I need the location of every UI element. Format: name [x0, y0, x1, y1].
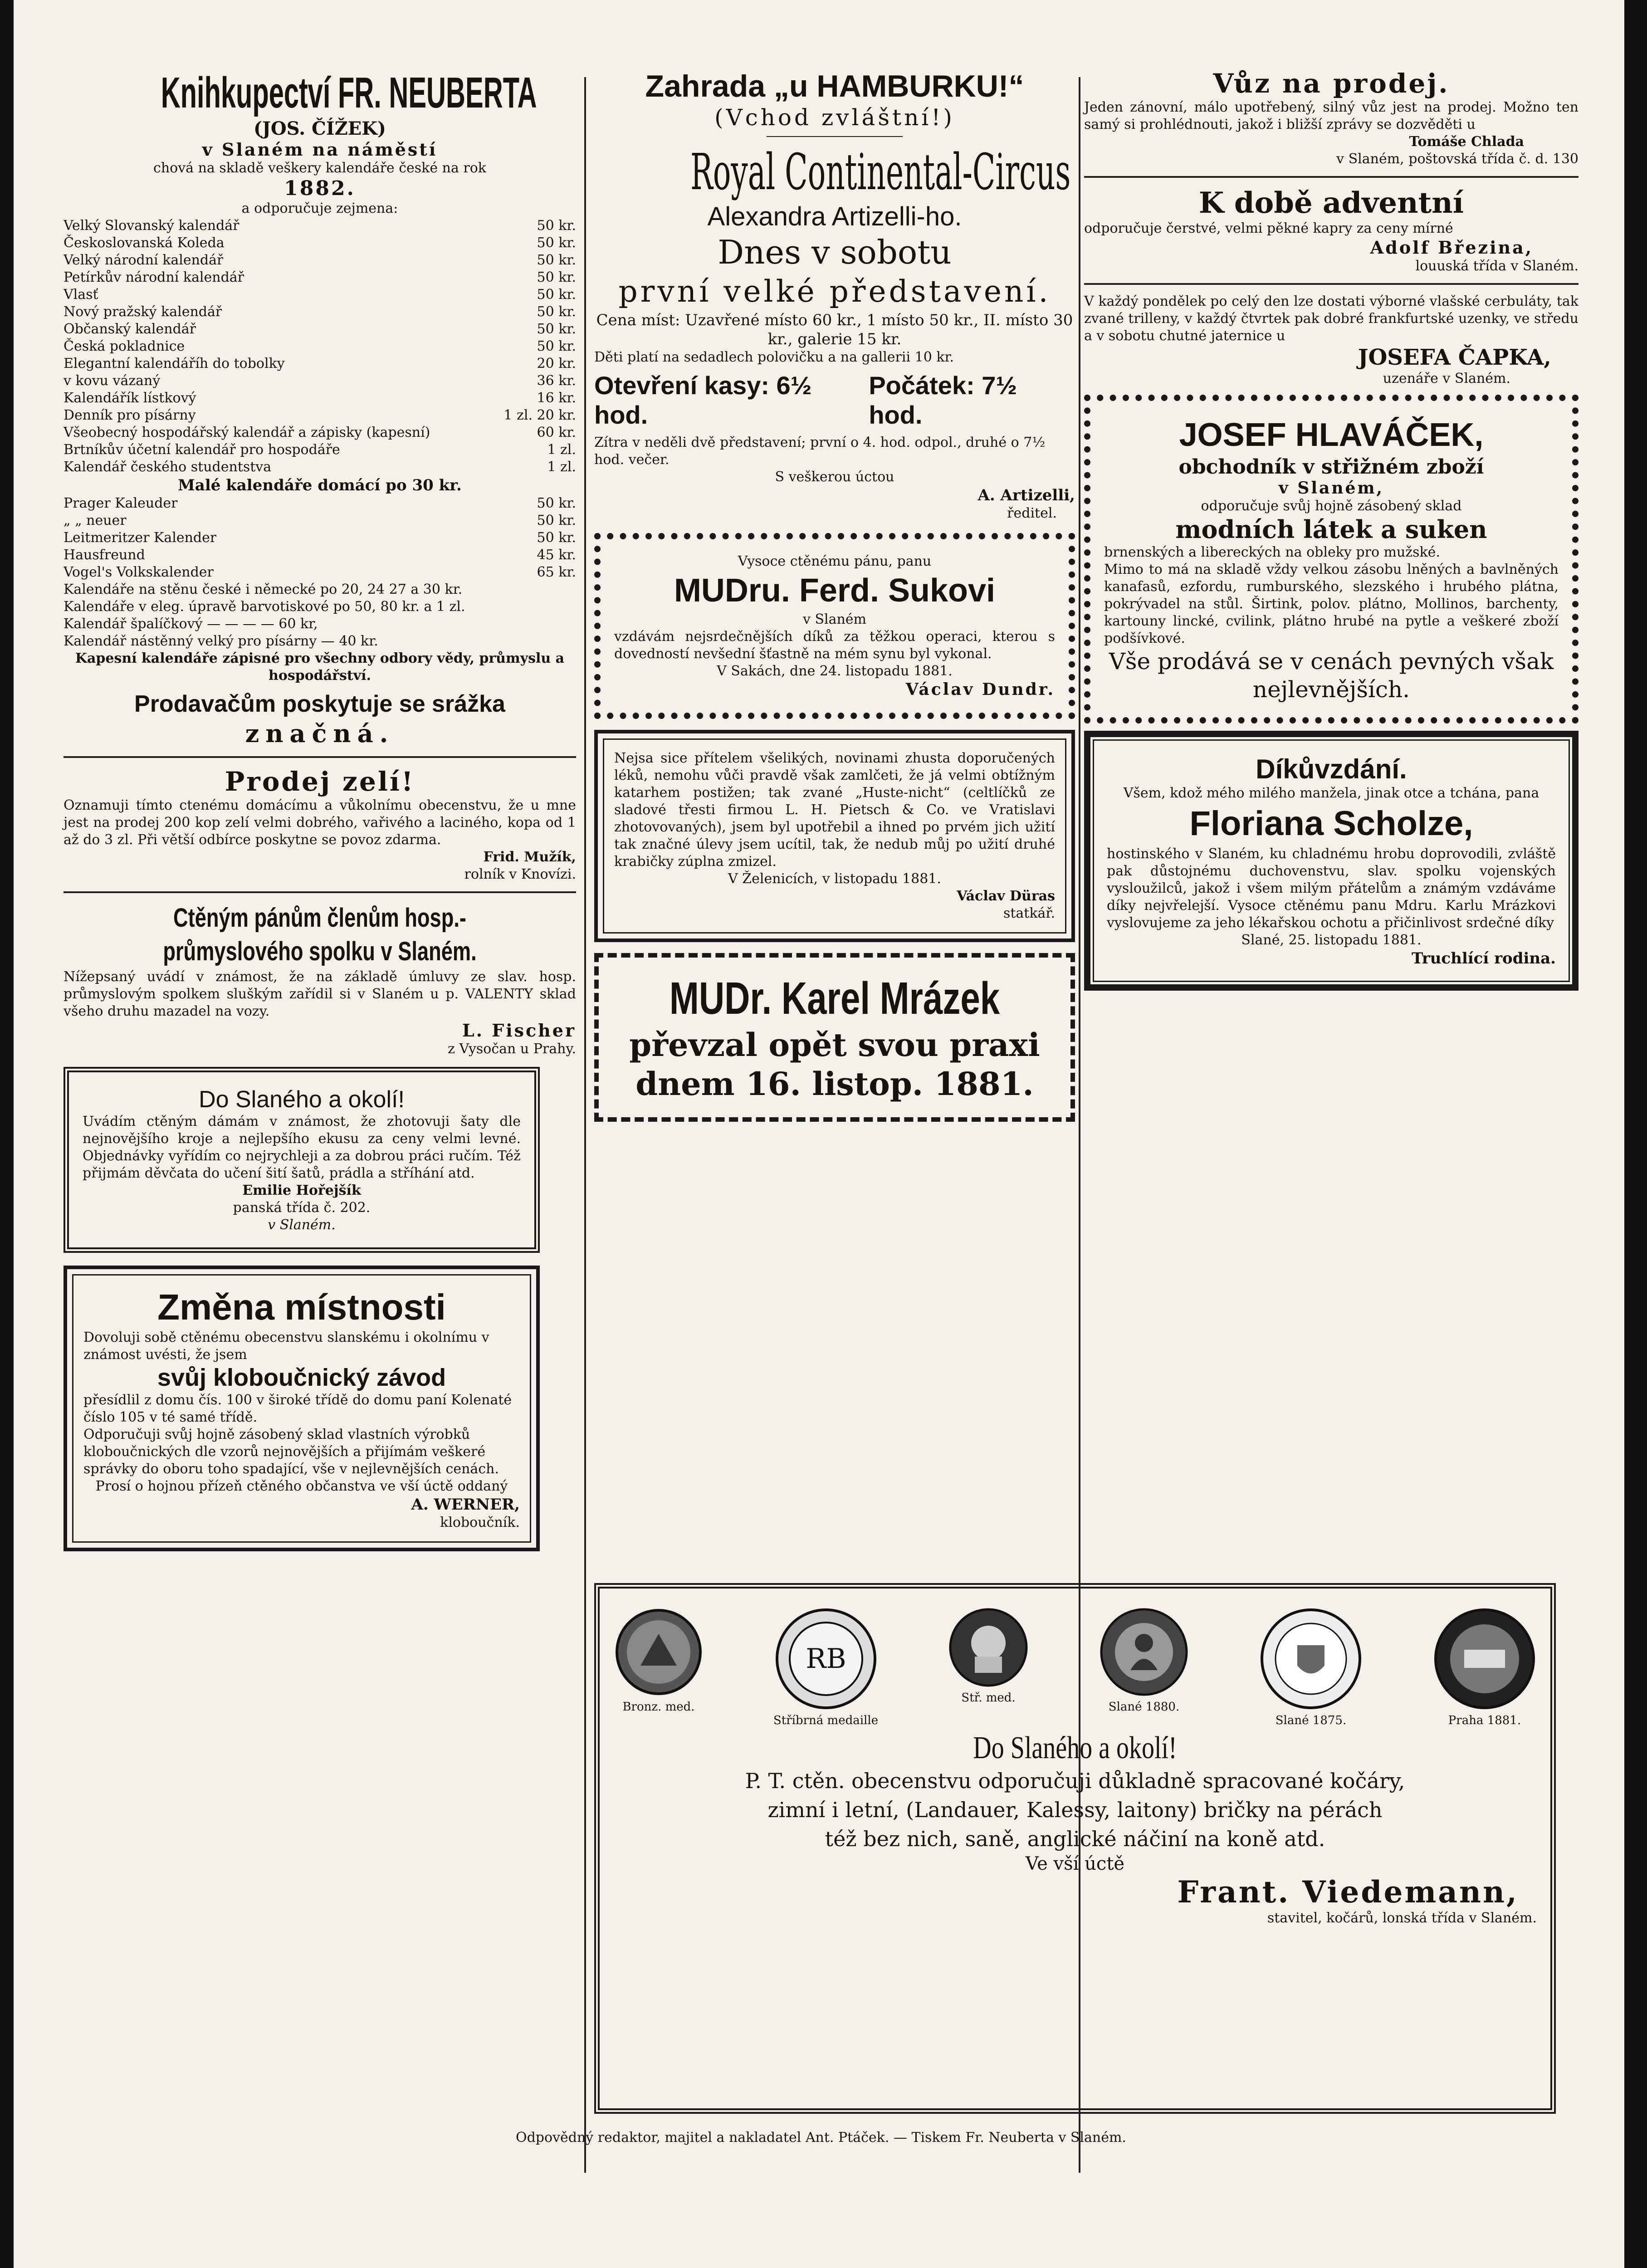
price-row-name: Českoslovanská Koleda	[64, 235, 225, 251]
price-row	[64, 286, 576, 303]
newspaper-page	[64, 68, 1579, 2200]
separator	[1084, 176, 1579, 178]
advent-title: K době adventní	[1198, 186, 1464, 220]
medal-label: Slané 1880.	[1108, 1700, 1180, 1714]
mrazek-ad	[594, 953, 1075, 1122]
diky-ad	[1084, 731, 1579, 991]
price-row	[64, 321, 576, 338]
price-row-price: 50 kr.	[537, 495, 576, 511]
capek-text: V každý pondělek po celý den lze dostati výborné vlašské cerbuláty, tak zvané trilleny, v každý čtvrtek pak dobré frankfurtské uzenky, ve středu a v sobotu chutné jaternice u	[1084, 293, 1579, 344]
price-row	[64, 303, 576, 321]
capek-sign: JOSEFA ČAPKA,	[1358, 345, 1551, 370]
discount-word: značná.	[245, 719, 395, 748]
price-row-price: 45 kr.	[537, 547, 576, 563]
advent-place: louuská třída v Slaném.	[1415, 258, 1579, 274]
price-row-name: Vogel's Volkskalender	[64, 564, 214, 580]
circus-role: ředitel.	[1007, 505, 1057, 521]
right-dark-edge	[1624, 0, 1647, 2268]
price-row-price: 50 kr.	[537, 252, 576, 268]
advent-ad	[1084, 186, 1579, 275]
zmena-title: Změna místnosti	[157, 1287, 446, 1327]
separator	[64, 756, 576, 758]
slane-1875-medal	[1259, 1607, 1363, 1727]
zeli-text: Oznamuji tímto ctenému domácímu a vůkolnímu obecenstvu, že u mne jest na prodej 200 kop zelí velmi dobrého, vařivého a laciného, kopa od 1 až do 3 zl. Při větší odbírce poskytne se povoz zdarma.	[64, 797, 576, 848]
price-row-price: 16 kr.	[537, 390, 576, 406]
column-middle	[594, 68, 1075, 1122]
price-row	[64, 495, 576, 512]
elegant-calendars: Kalendáře v eleg. úpravě barvotiskové po 50, 80 kr. a 1 zl.	[64, 599, 465, 615]
price-row-name: Všeobecný hospodářský kalendář a zápisky (kapesní)	[64, 425, 430, 440]
circus-open: Otevření kasy: 6½ hod.	[594, 371, 812, 429]
price-row-price: 20 kr.	[537, 356, 576, 371]
circus-title: Royal Continental-Circus	[690, 143, 1071, 201]
hlavacek-rec: odporučuje svůj hojně zásobený sklad	[1201, 498, 1462, 514]
diky-date: Slané, 25. listopadu 1881.	[1241, 932, 1422, 948]
discount-head: Prodavačům poskytuje se srážka	[134, 691, 505, 717]
spolek-ad	[64, 901, 576, 1058]
wall-calendars: Kalendáře na stěnu české i německé po 20, 24 27 a 30 kr.	[64, 582, 463, 597]
medal-label: Stř. med.	[961, 1691, 1016, 1705]
medal-label: Slané 1875.	[1275, 1714, 1347, 1727]
price-row	[64, 512, 576, 529]
husten-date: V Želenicích, v listopadu 1881.	[728, 871, 941, 887]
spolek-title: Ctěným pánům členům hosp.-průmyslového spolku v Slaném.	[163, 903, 477, 966]
price-row-name: Velký Slovanský kalendář	[64, 218, 239, 234]
price-row	[64, 372, 576, 390]
bronze-medal-icon	[613, 1607, 704, 1697]
zeli-place: rolník v Knovízi.	[464, 866, 576, 882]
price-row	[64, 529, 576, 547]
price-row	[64, 269, 576, 286]
separator	[64, 891, 576, 893]
praha-medal-icon	[1432, 1607, 1537, 1711]
circus-owner: Alexandra Artizelli-ho.	[707, 202, 962, 231]
okoli-ad	[64, 1067, 540, 1253]
price-row-name: „ „ neuer	[64, 513, 127, 528]
column-right	[1084, 68, 1579, 991]
price-row-name: Velký národní kalendář	[64, 252, 224, 268]
price-row-price: 36 kr.	[537, 373, 576, 389]
zeli-sign: Frid. Mužík,	[483, 849, 576, 865]
viedemann-text1: P. T. ctěn. obecenstvu odporučuji důkladně spracované kočáry,	[745, 1769, 1405, 1793]
medal-row	[613, 1607, 1537, 1727]
price-row	[64, 338, 576, 355]
zahrada-sub: (Vchod zvláštní!)	[714, 104, 955, 131]
medal-label: Praha 1881.	[1448, 1714, 1521, 1727]
price-row-price: 1 zl.	[547, 459, 576, 475]
vuz-title: Vůz na prodej.	[1213, 68, 1450, 99]
circus-times	[594, 371, 1075, 430]
pocket-calendars: Kapesní kalendáře zápisné pro všechny odbory vědy, průmyslu a hospodářství.	[75, 650, 565, 684]
price-row-name: Leitmeritzer Kalender	[64, 530, 217, 546]
sukovi-sign: Václav Dundr.	[905, 680, 1055, 699]
advent-text: odporučuje čerstvé, velmi pěkné kapry za ceny mírné	[1084, 220, 1453, 236]
viedemann-role: stavitel, kočárů, lonská třída v Slaném.	[1267, 1910, 1537, 1926]
diky-sign: Truchlící rodina.	[1411, 949, 1556, 968]
neubert-title: Knihkupectví FR. NEUBERTA	[161, 68, 537, 117]
price-row-price: 60 kr.	[537, 425, 576, 440]
medal-label: Stříbrná medaille	[773, 1714, 879, 1727]
price-row	[64, 424, 576, 441]
silver-medal	[773, 1607, 878, 1727]
husten-sign: Václav Düras	[957, 888, 1055, 904]
price-row-name: Brtníkův účetní kalendář pro hospodáře	[64, 442, 340, 458]
circus-ad	[594, 68, 1075, 522]
viedemann-sign: Frant. Viedemann,	[1177, 1874, 1519, 1910]
price-row-price: 1 zl.	[547, 442, 576, 458]
medal-label: Bronz. med.	[622, 1700, 695, 1714]
circus-sign: A. Artizelli,	[977, 486, 1075, 504]
german-calendar-list	[64, 495, 576, 581]
circus-prices: Cena míst: Uzavřené místo 60 kr., 1 místo 50 kr., II. místo 30 kr., galerie 15 kr.	[596, 311, 1073, 348]
price-row-name: Prager Kaleuder	[64, 495, 178, 511]
neubert-rec: a odporučuje zejmena:	[241, 200, 398, 216]
hlavacek-bold: modních látek a suken	[1175, 515, 1487, 544]
praha-1881-medal	[1432, 1607, 1537, 1727]
hlavacek-place: v Slaném,	[1278, 479, 1384, 498]
price-row	[64, 547, 576, 564]
viedemann-ad	[594, 1583, 1556, 2114]
vuz-text: Jeden zánovní, málo upotřebený, silný vůz jest na prodej. Možno ten samý si prohlédnouti, jakož i bližší zprávy se dozvěděti u	[1084, 99, 1579, 132]
price-row-name: Nový pražský kalendář	[64, 304, 222, 320]
price-row-name: Občanský kalendář	[64, 321, 196, 337]
hlavacek-text1: brnenských a libereckých na obleky pro mužské.	[1104, 544, 1440, 560]
sukovi-place: v Slaném	[802, 611, 867, 627]
okoli-addr: panská třída č. 202.	[233, 1200, 371, 1216]
price-row	[64, 217, 576, 235]
column-left	[64, 68, 576, 1551]
circus-kids: Děti platí na sedadlech polovičku a na gallerii 10 kr.	[594, 349, 954, 365]
price-row-name: Denník pro písárny	[64, 407, 196, 423]
okoli-text: Uvádím ctěným dámám v známost, že zhotovuji šaty dle nejnovějšího kroje a nejlepšího ekusu za ceny velmi levné. Objednávky vyřídím co nejrychleji a za dobrou práci ručím. Též přijmám děvčata do učení šití šatů, prádla a stříhání atd.	[83, 1114, 521, 1181]
zmena-sign: A. WERNER,	[411, 1496, 520, 1514]
diky-intro: Všem, kdož mého milého manžela, jinak otce a tchána, pana	[1123, 785, 1539, 801]
price-row-price: 50 kr.	[537, 287, 576, 303]
capek-role: uzenáře v Slaném.	[1383, 371, 1510, 386]
viedemann-headline: Do Slaného a okolí!	[973, 1730, 1177, 1765]
price-row-price: 50 kr.	[537, 269, 576, 285]
circus-start: Počátek: 7½ hod.	[869, 371, 1017, 429]
husten-role: statkář.	[1003, 905, 1055, 921]
zahrada-title: Zahrada „u HAMBURKU!“	[645, 69, 1024, 103]
price-row	[64, 441, 576, 459]
okoli-sign: Emilie Hořejšík	[242, 1183, 361, 1198]
separator	[767, 136, 903, 137]
zmena-text4: Prosí o hojnou přízeň ctěného občanstva ve vší úctě oddaný	[95, 1478, 508, 1494]
neubert-place: v Slaném na náměstí	[202, 139, 438, 160]
price-row-name: Kalendářík lístkový	[64, 390, 196, 406]
neubert-sub: (JOS. ČÍŽEK)	[254, 118, 386, 139]
price-row-price: 50 kr.	[537, 304, 576, 320]
price-row	[64, 235, 576, 252]
hlavacek-text2: Mimo to má na skladě vždy velkou zásobu lněných a bavlněných kanafasů, ezfordu, rumburského, slezského i hrubého plátna, pokrývadel na stůl. Širtink, polov. plátno, Mollinos, barchenty, kartouny lincké, cvilink, plátno hrubé na pytle a veškeré zboží podšívkové.	[1104, 562, 1559, 646]
neubert-ad	[64, 68, 576, 748]
price-row	[64, 459, 576, 476]
hlavacek-end: Vše prodává se v cenách pevných však nejlevnějších.	[1109, 648, 1554, 703]
viedemann-text2: zimní i letní, (Landauer, Kalessy, laitony) bričky na pérách	[767, 1798, 1383, 1822]
price-row-name: Kalendář českého studentstva	[64, 459, 272, 475]
vuz-sign: Tomáše Chlada	[1409, 134, 1524, 150]
price-row	[64, 564, 576, 581]
circus-sunday: Zítra v neděli dvě představení; první o 4. hod. odpol., druhé o 7½ hod. večer.	[594, 435, 1046, 468]
zeli-title: Prodej zelí!	[225, 766, 415, 797]
zmena-text1: Dovoluji sobě ctěnému obecenstvu slanskému i okolnímu v známost uvésti, že jsem	[83, 1330, 489, 1363]
sukovi-name: MUDru. Ferd. Sukovi	[674, 572, 996, 609]
advent-sign: Adolf Březina,	[1370, 237, 1533, 258]
husten-ad	[594, 730, 1075, 942]
price-row-name: Petírkův národní kalendář	[64, 269, 244, 285]
price-row-price: 1 zl. 20 kr.	[503, 407, 576, 423]
silver-medal-2	[948, 1607, 1029, 1705]
price-row-price: 50 kr.	[537, 513, 576, 528]
price-row	[64, 390, 576, 407]
price-row-price: 50 kr.	[537, 321, 576, 337]
price-row	[64, 407, 576, 424]
zeli-ad	[64, 766, 576, 883]
portrait-medal-icon	[948, 1607, 1029, 1688]
spolek-place: z Vysočan u Prahy.	[448, 1041, 576, 1057]
diky-text: hostinského v Slaném, ku chladnému hrobu doprovodili, zvláště pak důstojnému duchovenstvu, slav. spolku vojenských vysloužilců, jakož i všem milým přátelům a známým vzdáváme díky nejvřelejší. Vysoce ctěnému panu Mdru. Karlu Mrázkovi vyslovujeme za jeho lékařskou ochotu a přičinlivost srdečné díky	[1107, 846, 1556, 931]
spalickovy-calendar: Kalendář špalíčkový — — — — 60 kr,	[64, 616, 318, 632]
price-row-price: 65 kr.	[537, 564, 576, 580]
sukovi-text: vzdávám nejsrdečnějších díků za těžkou operaci, kterou s dovedností nevšední šťastně na mém synu byl vykonal.	[614, 629, 1055, 662]
neubert-year: 1882.	[284, 177, 356, 200]
vuz-place: v Slaném, poštovská třída č. d. 130	[1336, 151, 1579, 167]
calendar-price-list	[64, 217, 576, 476]
svg-text:RB: RB	[805, 1643, 846, 1675]
diky-name: Floriana Scholze,	[1189, 804, 1473, 843]
okoli-place: v Slaném.	[268, 1217, 336, 1233]
zmena-text3: Odporučuji svůj hojně zásobený sklad vlastních výrobků kloboučnických dle vzorů nejnovějších a přijímám veškeré správky do oboru toho spadající, vše v nejlevnějších cenách.	[83, 1427, 499, 1477]
hlavacek-name: JOSEF HLAVÁČEK,	[1179, 417, 1484, 453]
spolek-sign: L. Fischer	[462, 1020, 576, 1041]
zmena-text2: přesídlil z domu čís. 100 v široké třídě do domu paní Kolenaté číslo 105 v té samé třídě.	[83, 1392, 512, 1425]
price-row-name: Hausfreund	[64, 547, 145, 563]
neubert-intro: chová na skladě veškery kalendáře české na rok	[153, 160, 486, 176]
hlavacek-ad	[1084, 395, 1579, 723]
circus-first: první velké představení.	[618, 274, 1051, 309]
hlavacek-role: obchodník v střižném zboží	[1178, 455, 1484, 479]
price-row-name: Česká pokladnice	[64, 338, 185, 354]
price-row-name: Elegantní kalendáříh do tobolky	[64, 356, 285, 371]
price-row-price: 50 kr.	[537, 235, 576, 251]
imprint-footer: Odpovědný redaktor, majitel a nakladatel Ant. Ptáček. — Tiskem Fr. Neuberta v Slaném.	[516, 2130, 1126, 2146]
viedemann-greet: Ve vší úctě	[1025, 1853, 1125, 1874]
left-dark-edge	[0, 0, 14, 2268]
zmena-role: kloboučník.	[440, 1515, 520, 1530]
column-rule	[584, 77, 586, 2173]
price-row-price: 50 kr.	[537, 338, 576, 354]
price-row-price: 50 kr.	[537, 218, 576, 234]
bronze-medal	[613, 1607, 704, 1714]
figure-medal-icon	[1099, 1607, 1189, 1697]
mrazek-name: MUDr. Karel Mrázek	[669, 973, 1000, 1024]
small-calendars-head: Malé kalendáře domácí po 30 kr.	[178, 476, 462, 494]
sukovi-ad	[594, 533, 1075, 719]
price-row	[64, 252, 576, 269]
zmena-bold: svůj kloboučnický závod	[157, 1364, 446, 1391]
circus-when: Dnes v sobotu	[718, 233, 952, 271]
slane-1880-medal	[1099, 1607, 1189, 1714]
price-row-name: Vlasť	[64, 287, 98, 303]
wall-big-calendar: Kalendář nástěnný velký pro písárny — 40 kr.	[64, 633, 378, 649]
viedemann-text3: též bez nich, saně, anglické náčiní na koně atd.	[825, 1827, 1325, 1851]
price-row-name: v kovu vázaný	[64, 373, 161, 389]
crest-medal-icon	[1259, 1607, 1363, 1711]
price-row-price: 50 kr.	[537, 530, 576, 546]
vuz-ad	[1084, 68, 1579, 168]
circus-greet: S veškerou úctou	[775, 469, 894, 485]
spolek-text: Nížepsaný uvádí v známost, že na základě úmluvy ze slav. hosp. průmyslovým spolkem sluškým zařídil si v Slaném u p. VALENTY sklad všeho druhu mazadel na vozy.	[64, 969, 576, 1019]
husten-text: Nejsa sice přítelem všelikých, novinami zhusta doporučených léků, nemohu vůči pravdě však zamlčeti, že já velmi obtížným katarhem postižen; tak zvané „Huste-nicht“ (celtlíčků ze sladové třesti firmou L. H. Pietsch & Co. ve Vratislavi zhotovovaných), jsem byl upotřebil a ihned po prvém jich užití tak značné úlevy jsem ucítil, tak, že nedub můj po užití druhé krabičky zúplna zmizel.	[614, 750, 1055, 870]
sukovi-to: Vysoce ctěnému pánu, panu	[738, 553, 932, 569]
mrazek-text: převzal opět svou praxi dnem 16. listop. 1881.	[629, 1026, 1040, 1103]
silver-medal-icon	[774, 1607, 878, 1711]
sukovi-date: V Sakách, dne 24. listopadu 1881.	[717, 663, 953, 679]
price-row	[64, 355, 576, 372]
separator	[1084, 283, 1579, 285]
capek-ad	[1084, 293, 1579, 387]
diky-title: Díkůvzdání.	[1256, 754, 1407, 784]
okoli-title: Do Slaného a okolí!	[199, 1086, 405, 1113]
zmena-ad	[64, 1266, 540, 1551]
